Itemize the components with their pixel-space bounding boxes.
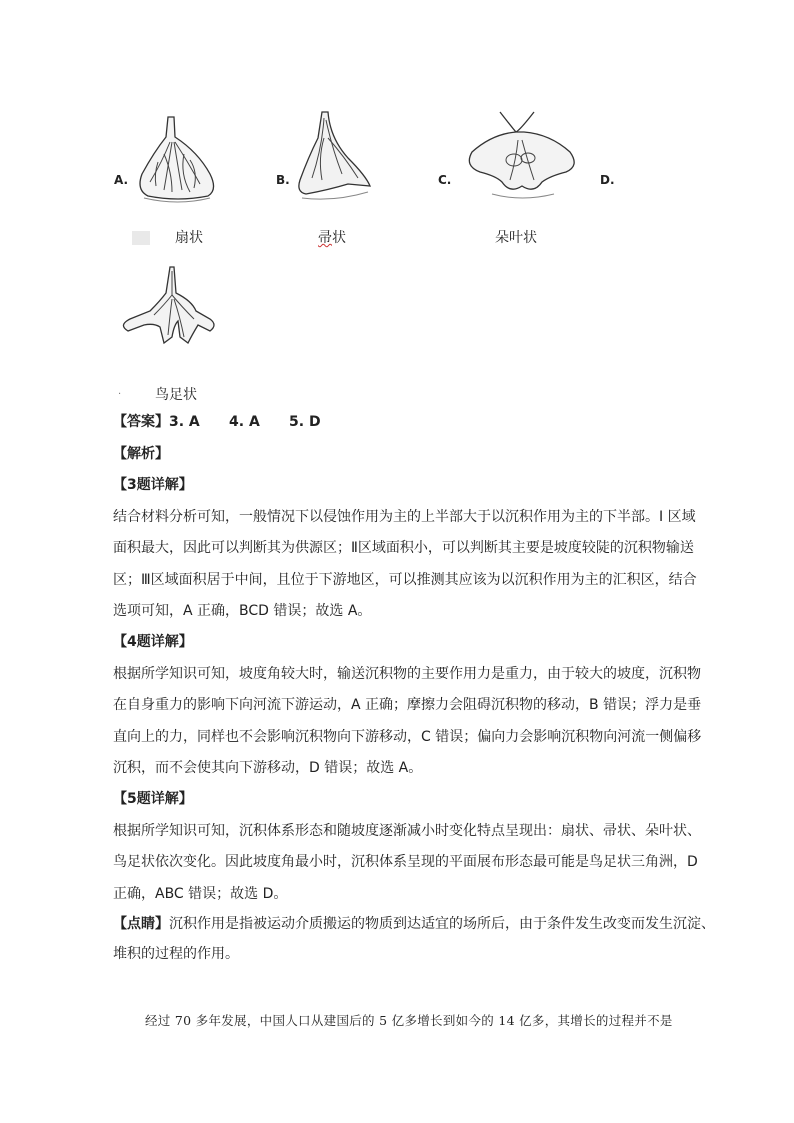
option-d-label: D. [600, 173, 615, 187]
q3-heading: 【3题详解】 [113, 477, 193, 493]
caption-marker [132, 231, 150, 245]
broom-caption [318, 227, 346, 247]
answer-tag: 【答案】 [113, 414, 169, 430]
q4-line-3: 直向上的力，同样也不会影响沉积物向下游移动，C 错误；偏向力会影响沉积物向河流一侧偏移 [113, 729, 702, 745]
q5-line-2: 鸟足状依次变化。因此坡度角最小时，沉积体系呈现的平面展布形态最可能是鸟足状三角洲，D [113, 854, 698, 870]
option-b-label: B. [276, 173, 290, 187]
analysis-heading: 【解析】 [113, 446, 169, 462]
tip-text-1: 沉积作用是指被运动介质搬运的物质到达适宜的场所后，由于条件发生改变而发生沉淀、 [169, 916, 715, 932]
option-a-label: A. [114, 173, 129, 187]
q4-line-1: 根据所学知识可知，坡度角较大时，输送沉积物的主要作用力是重力，由于较大的坡度，沉积物 [113, 666, 701, 682]
broom-caption-first-char: 帚 [318, 230, 332, 246]
q4-line-2: 在自身重力的影响下向河流下游运动，A 正确；摩擦力会阻碍沉积物的移动，B 错误；浮力是垂 [113, 697, 702, 713]
answer-text: 3. A 4. A 5. D [169, 414, 321, 430]
q3-line-2: 面积最大，因此可以判断其为供源区；Ⅱ区域面积小，可以判断其主要是坡度较陡的沉积物输送 [113, 540, 694, 556]
tip-tag: 【点睛】 [113, 916, 169, 932]
lobate-delta-sketch [462, 110, 582, 200]
fan-delta-sketch [128, 112, 228, 212]
q5-heading: 【5题详解】 [113, 791, 193, 807]
q5-line-3: 正确，ABC 错误；故选 D。 [113, 886, 288, 902]
q5-line-1: 根据所学知识可知，沉积体系形态和随坡度逐渐减小时变化特点呈现出：扇状、帚状、朵叶状、 [113, 823, 701, 839]
q3-line-4: 选项可知，A 正确，BCD 错误；故选 A。 [113, 603, 372, 619]
birdfoot-delta-sketch [114, 265, 224, 355]
broom-delta-sketch [288, 108, 378, 203]
next-passage-line: 经过 70 多年发展，中国人口从建国后的 5 亿多增长到如今的 14 亿多，其增长的过程并不是 [145, 1013, 673, 1028]
q4-heading: 【4题详解】 [113, 634, 193, 650]
q3-line-3: 区；Ⅲ区域面积居于中间，且位于下游地区，可以推测其应该为以沉积作用为主的汇积区，结合 [113, 572, 697, 588]
q3-line-1: 结合材料分析可知，一般情况下以侵蚀作用为主的上半部大于以沉积作用为主的下半部。I 区域 [113, 509, 696, 525]
lobate-caption: 朵叶状 [495, 230, 537, 246]
broom-caption-rest: 状 [332, 230, 346, 246]
tip-line-1 [113, 914, 715, 934]
fan-caption: 扇状 [175, 230, 203, 246]
answer-line [113, 412, 321, 432]
q4-line-4: 沉积，而不会使其向下游移动，D 错误；故选 A。 [113, 760, 423, 776]
caption-marker-dot: · [118, 389, 122, 400]
birdfoot-caption: 鸟足状 [155, 387, 197, 403]
option-c-label: C. [438, 173, 452, 187]
tip-line-2: 堆积的过程的作用。 [113, 946, 239, 962]
